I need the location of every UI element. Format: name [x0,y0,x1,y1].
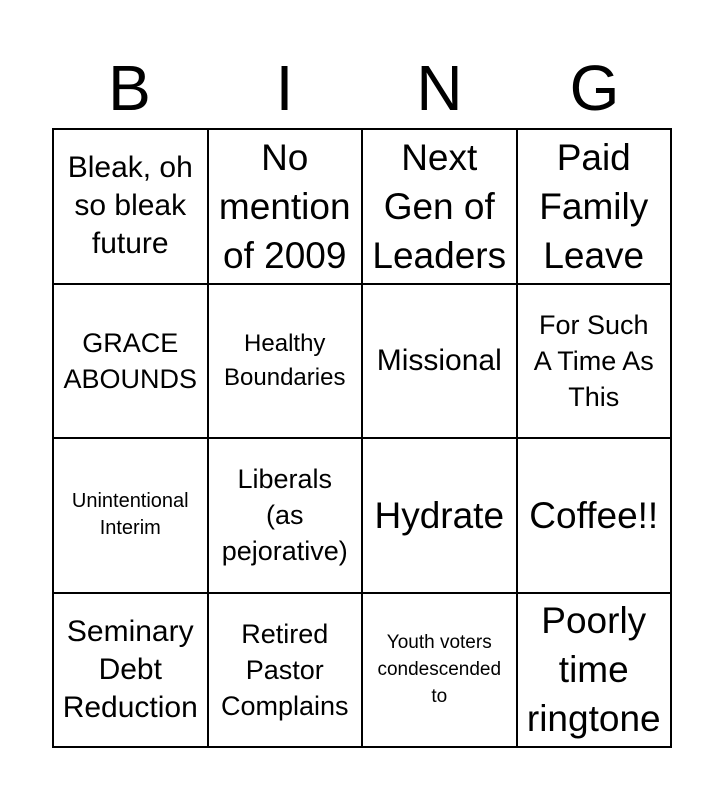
header-letter-g: G [569,52,620,124]
cell-text: Next Gen of Leaders [372,136,507,276]
bingo-cell-r1c4[interactable] [518,130,673,285]
bingo-cell-r4c4[interactable] [518,594,673,749]
bingo-cell-r2c2[interactable] [209,285,364,440]
cell-text: Healthy Boundaries [224,329,346,391]
cell-text: No mention of 2009 [218,136,351,276]
cell-text: Hydrate [374,494,505,536]
bingo-cell-r3c3[interactable] [363,439,518,594]
bingo-cell-r2c1[interactable] [54,285,209,440]
cell-text: Liberals (as pejorative) [221,464,348,567]
cell-text: For Such A Time As This [533,309,654,412]
bingo-cell-r1c2[interactable] [209,130,364,285]
bingo-cell-r4c1[interactable] [54,594,209,749]
bingo-cell-r2c4[interactable] [518,285,673,440]
bingo-cell-r1c3[interactable] [363,130,518,285]
cell-text: Coffee!! [529,494,659,536]
cell-text: Poorly time ringtone [526,600,661,740]
bingo-cell-r3c4[interactable] [518,439,673,594]
cell-text: Retired Pastor Complains [220,618,349,721]
cell-text: Missional [376,343,502,377]
header-letter-n: N [416,52,463,124]
cell-text: GRACE ABOUNDS [63,327,198,394]
bingo-cell-r3c2[interactable] [209,439,364,594]
cell-text: Unintentional Interim [71,490,189,540]
bingo-cell-r4c2[interactable] [209,594,364,749]
bingo-grid [52,128,672,748]
cell-text: Youth voters condescended to [377,632,502,708]
cell-text: Seminary Debt Reduction [62,614,198,724]
bingo-header [52,50,672,126]
bingo-cell-r4c3[interactable] [363,594,518,749]
header-letter-i: I [275,52,294,124]
bingo-cell-r3c1[interactable] [54,439,209,594]
bingo-cell-r2c3[interactable] [363,285,518,440]
cell-text: Bleak, oh so bleak future [67,151,193,261]
bingo-cell-r1c1[interactable] [54,130,209,285]
header-letter-b: B [108,52,151,124]
cell-text: Paid Family Leave [539,136,649,276]
